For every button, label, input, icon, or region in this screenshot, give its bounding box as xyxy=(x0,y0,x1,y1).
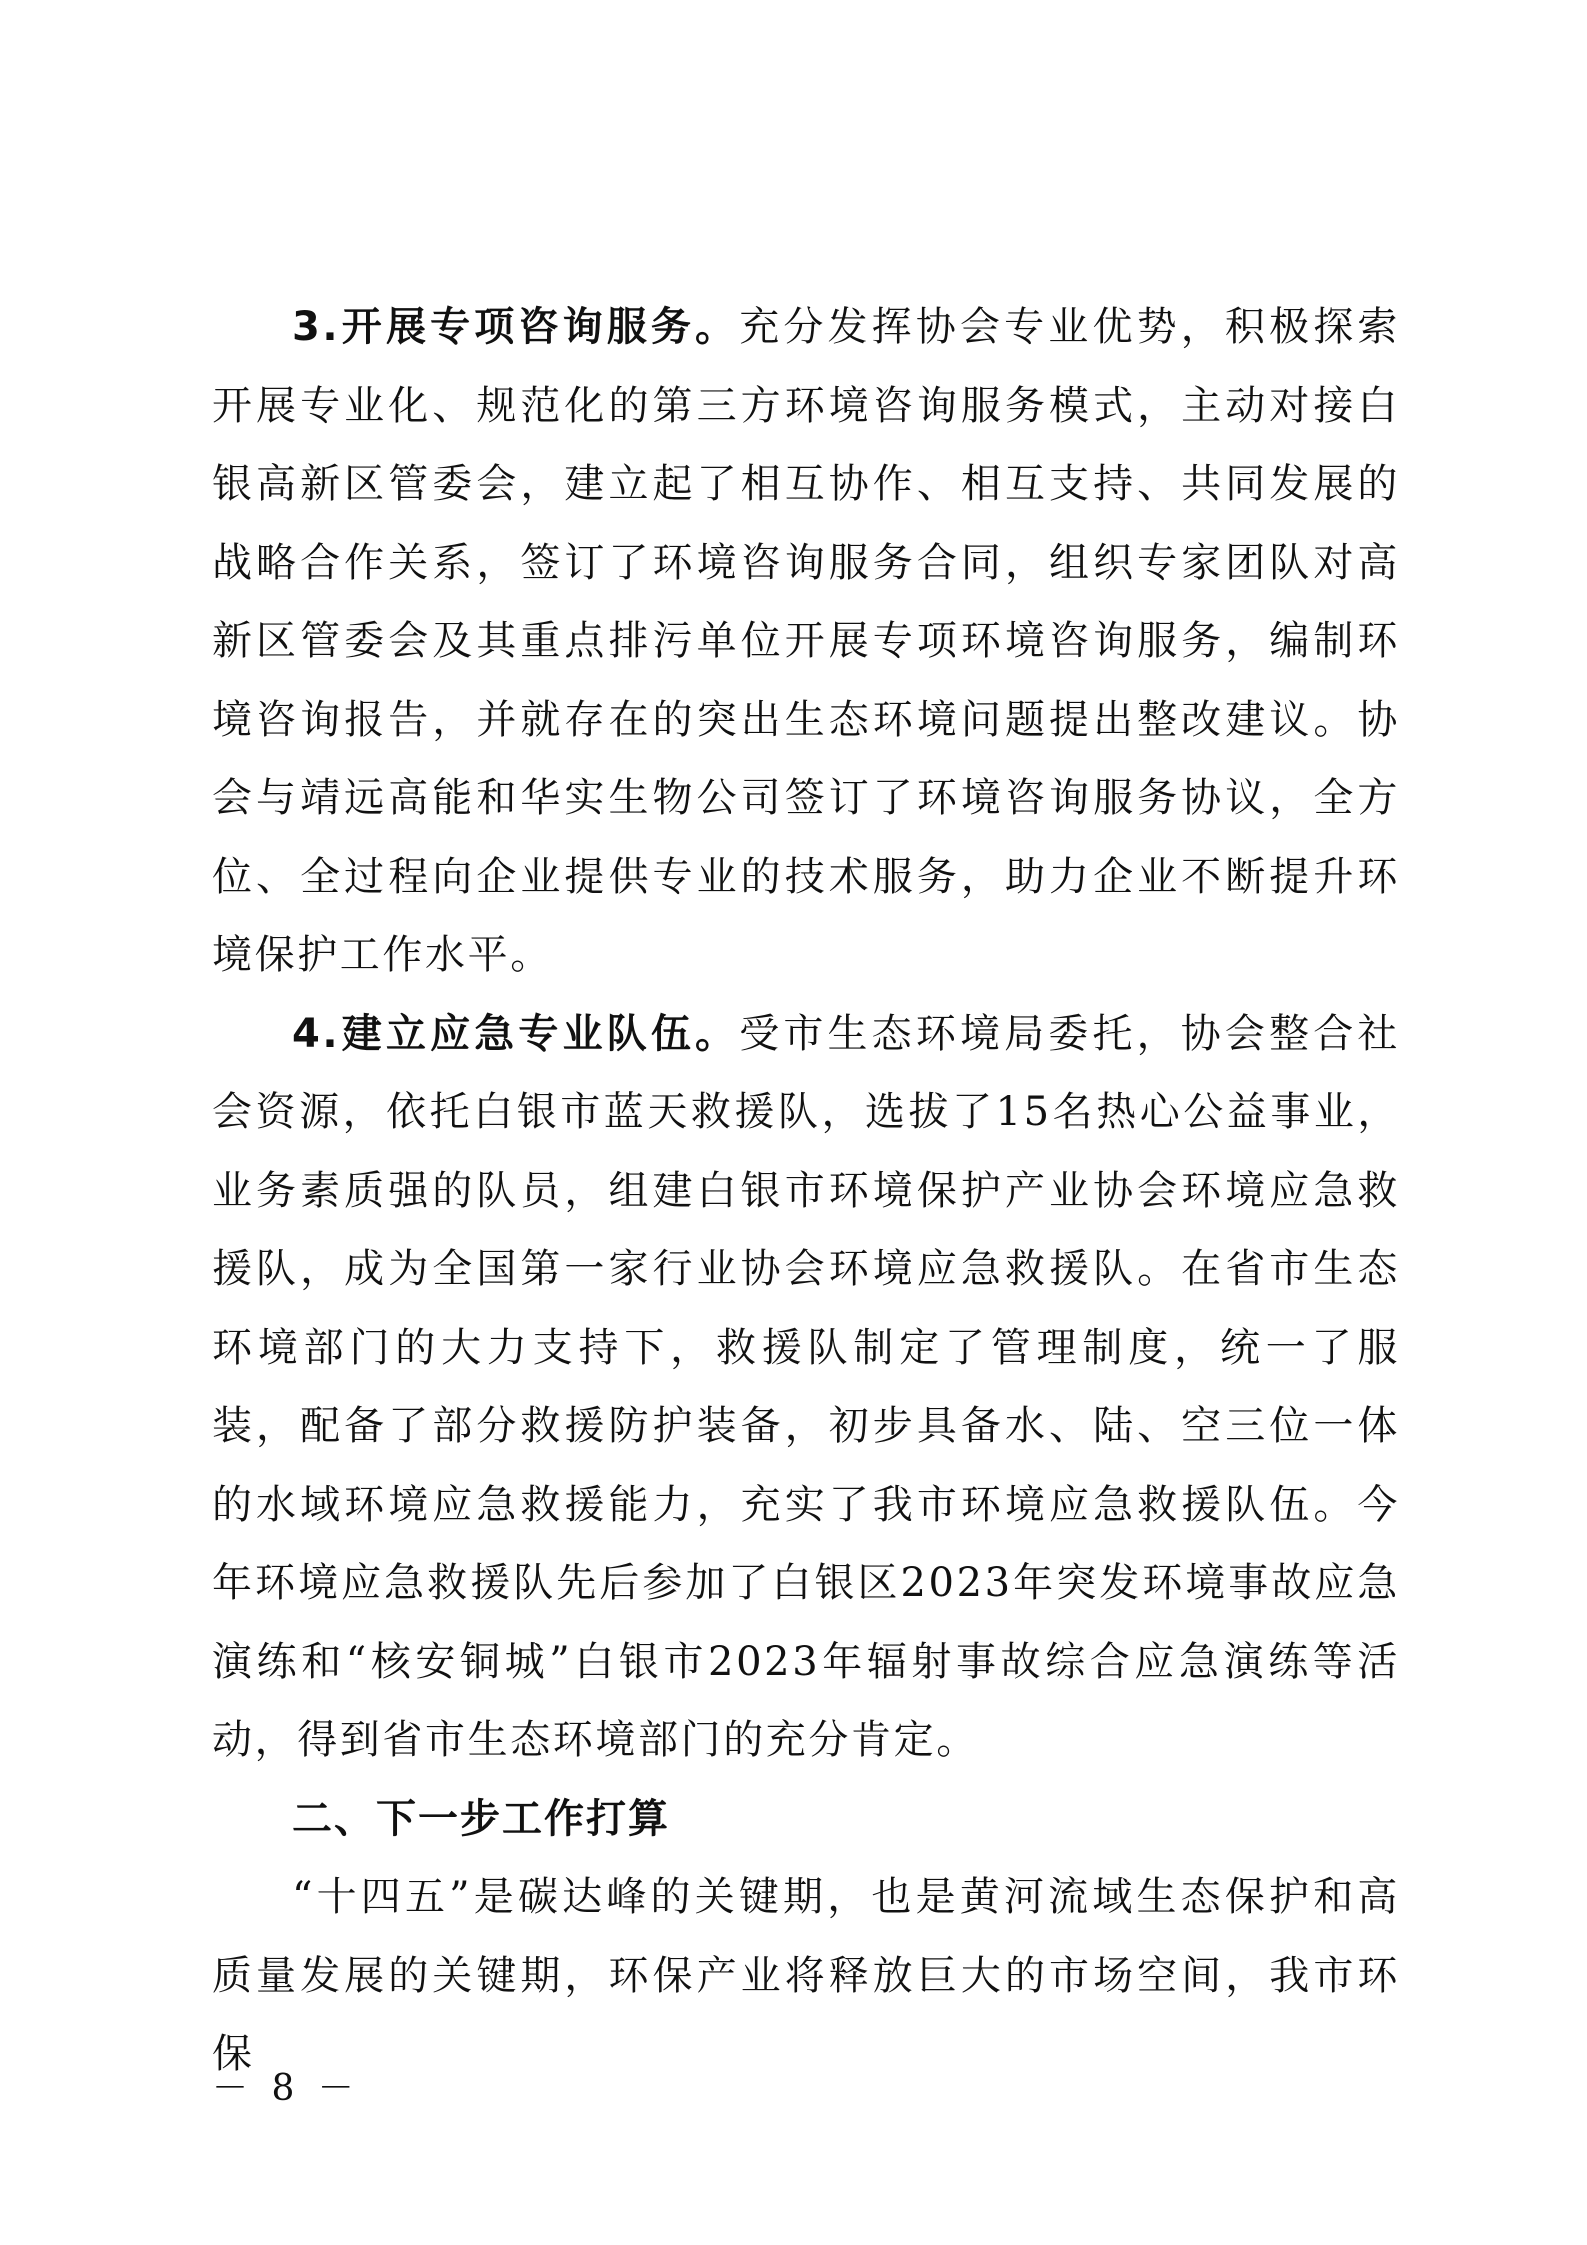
paragraph-text-consulting: 充分发挥协会专业优势，积极探索开展专业化、规范化的第三方环境咨询服务模式，主动对接白银高新区管委会，建立起了相互协作、相互支持、共同发展的战略合作关系，签订了环境咨询服务合同，组织专家团队对高新区管委会及其重点排污单位开展专项环境咨询服务，编制环境咨询报告，并就存在的突出生态环境问题提出整改建议。协会与靖远高能和华实生物公司签订了环境咨询服务协议，全方位、全过程向企业提供专业的技术服务，助力企业不断提升环境保护工作水平。 xyxy=(212,304,1400,978)
paragraph-next-steps: “十四五”是碳达峰的关键期，也是黄河流域生态保护和高质量发展的关键期，环保产业将释放巨大的市场空间，我市环保 xyxy=(212,1874,1400,2077)
paragraph-emergency-team xyxy=(212,995,1400,1780)
page-number: － 8 － xyxy=(212,2068,360,2109)
document-body xyxy=(212,288,1400,2094)
paragraph-lead-consulting: 3.开展专项咨询服务。 xyxy=(292,304,740,350)
paragraph-lead-emergency: 4.建立应急专业队伍。 xyxy=(292,1010,740,1057)
paragraph-consulting-service xyxy=(212,288,1400,995)
section-heading-next-steps: 二、下一步工作打算 xyxy=(292,1795,670,1842)
paragraph-text-emergency: 受市生态环境局委托，协会整合社会资源，依托白银市蓝天救援队，选拔了15名热心公益事业，业务素质强的队员，组建白银市环境保护产业协会环境应急救援队，成为全国第一家行业协会环境应急救援队。在省市生态环境部门的大力支持下，救援队制定了管理制度，统一了服装，配备了部分救援防护装备，初步具备水、陆、空三位一体的水域环境应急救援能力，充实了我市环境应急救援队伍。今年环境应急救援队先后参加了白银区2023年突发环境事故应急演练和“核安铜城”白银市2023年辐射事故综合应急演练等活动，得到省市生态环境部门的充分肯定。 xyxy=(212,1010,1400,1763)
